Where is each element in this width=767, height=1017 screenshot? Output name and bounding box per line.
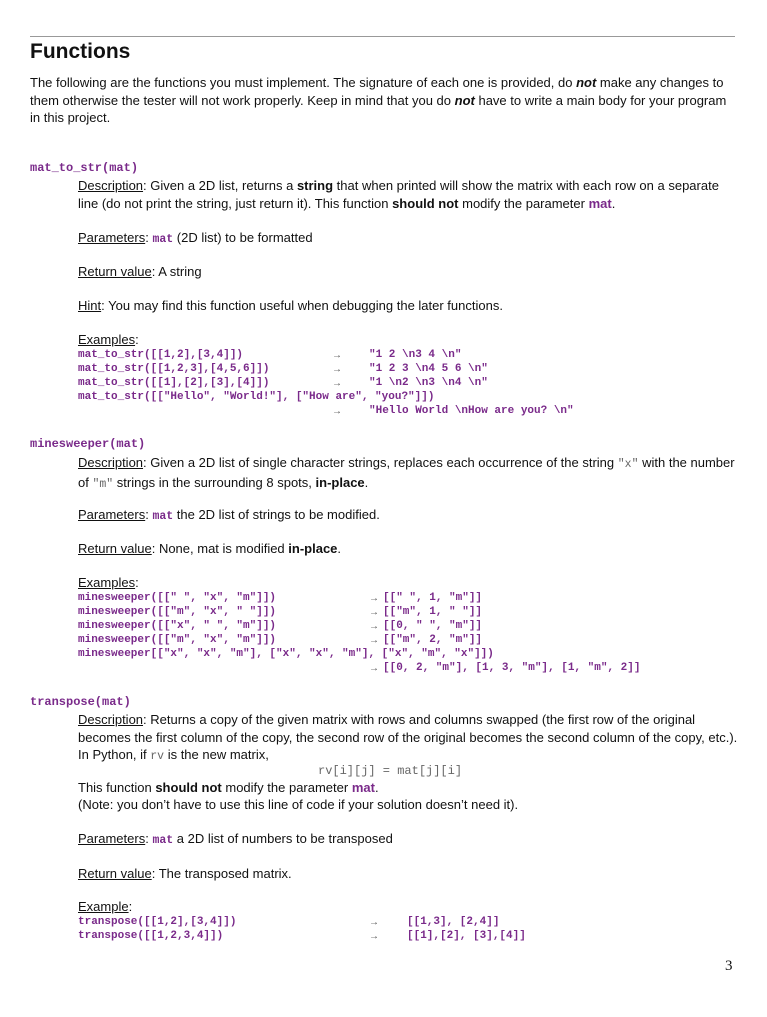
example-result: "1 2 3 \n4 5 6 \n" (369, 363, 488, 375)
example-result: "Hello World \nHow are you? \n" (369, 405, 574, 417)
page-heading: Functions (30, 40, 131, 63)
mat-to-str-hint: Hint: You may find this function useful when debugging the later functions. (78, 298, 503, 313)
example-call: transpose([[1,2],[3,4]]) (78, 916, 237, 928)
example-call: mat_to_str([[1,2],[3,4]]) (78, 349, 244, 361)
example-call: minesweeper[["x", "x", "m"], ["x", "x", "m"], ["x", "m", "x"]]) (78, 648, 494, 660)
example-call: mat_to_str([[1,2,3],[4,5,6]]) (78, 363, 270, 375)
arrow-icon: → (369, 593, 379, 604)
function-signature-transpose: transpose(mat) (30, 695, 131, 709)
function-signature-mat-to-str: mat_to_str(mat) (30, 161, 139, 175)
transpose-note: (Note: you don’t have to use this line of code if your solution doesn’t need it). (78, 797, 519, 812)
example-call: minesweeper([["m", "x", "m"]]) (78, 634, 277, 646)
example-result: [["m", 2, "m"]] (383, 634, 483, 646)
transpose-parameters: Parameters: mat a 2D list of numbers to be transposed (78, 831, 393, 847)
example-result: [["m", 1, " "]] (383, 606, 483, 618)
mat-to-str-description: Description: Given a 2D list, returns a string that when printed will show the matrix with each row on a separate line (do not print the string, just return it). This function should not modify the parameter mat. (78, 178, 719, 211)
top-rule (30, 36, 735, 37)
arrow-icon: → (369, 931, 379, 942)
page-number: 3 (725, 958, 733, 974)
arrow-icon: → (369, 621, 379, 632)
example-result: [[1],[2], [3],[4]] (407, 930, 526, 942)
example-call: mat_to_str([[1],[2],[3],[4]]) (78, 377, 270, 389)
example-result: [[0, " ", "m"]] (383, 620, 483, 632)
example-result: [[1,3], [2,4]] (407, 916, 500, 928)
transpose-should-not: This function should not modify the parameter mat. (78, 780, 379, 795)
transpose-return: Return value: The transposed matrix. (78, 866, 292, 881)
example-call: transpose([[1,2,3,4]]) (78, 930, 224, 942)
intro-paragraph: The following are the functions you must implement. The signature of each one is provided, do not make any changes to them otherwise the tester will not work properly. Keep in mind that you do not have to write a main body for your program in this project. (30, 75, 727, 125)
minesweeper-examples-label: Examples: (78, 575, 139, 590)
minesweeper-return: Return value: None, mat is modified in-place. (78, 541, 342, 556)
transpose-formula: rv[i][j] = mat[j][i] (318, 764, 463, 778)
emphasis-not: not (454, 92, 475, 108)
arrow-icon: → (332, 378, 342, 389)
example-call: minesweeper([["x", " ", "m"]]) (78, 620, 277, 632)
arrow-icon: → (332, 364, 342, 375)
example-call: mat_to_str([["Hello", "World!"], ["How are", "you?"]]) (78, 391, 435, 403)
mat-to-str-parameters: Parameters: mat (2D list) to be formatted (78, 230, 313, 246)
example-result: "1 2 \n3 4 \n" (369, 349, 462, 361)
mat-to-str-examples-label: Examples: (78, 332, 139, 347)
transpose-example-label: Example: (78, 899, 133, 914)
arrow-icon: → (332, 406, 342, 417)
arrow-icon: → (369, 635, 379, 646)
emphasis-not: not (576, 75, 597, 90)
function-signature-minesweeper: minesweeper(mat) (30, 437, 146, 451)
example-call: minesweeper([["m", "x", " "]]) (78, 606, 277, 618)
arrow-icon: → (332, 350, 342, 361)
transpose-description: Description: Returns a copy of the given matrix with rows and columns swapped (the first row of the original becomes the first column of the copy, the second row of the original becomes the second column of the copy, etc.). In Python, if rv is the new matrix, (78, 712, 738, 763)
example-result: [[0, 2, "m"], [1, 3, "m"], [1, "m", 2]] (383, 662, 641, 674)
arrow-icon: → (369, 663, 379, 674)
minesweeper-parameters: Parameters: mat the 2D list of strings to be modified. (78, 507, 380, 523)
example-result: [[" ", 1, "m"]] (383, 592, 483, 604)
minesweeper-description: Description: Given a 2D list of single character strings, replaces each occurrence of the string "x" with the number of "m" strings in the surrounding 8 spots, in-place. (78, 455, 735, 491)
example-call: minesweeper([[" ", "x", "m"]]) (78, 592, 277, 604)
mat-to-str-return: Return value: A string (78, 264, 202, 279)
arrow-icon: → (369, 607, 379, 618)
arrow-icon: → (369, 917, 379, 928)
example-result: "1 \n2 \n3 \n4 \n" (369, 377, 488, 389)
